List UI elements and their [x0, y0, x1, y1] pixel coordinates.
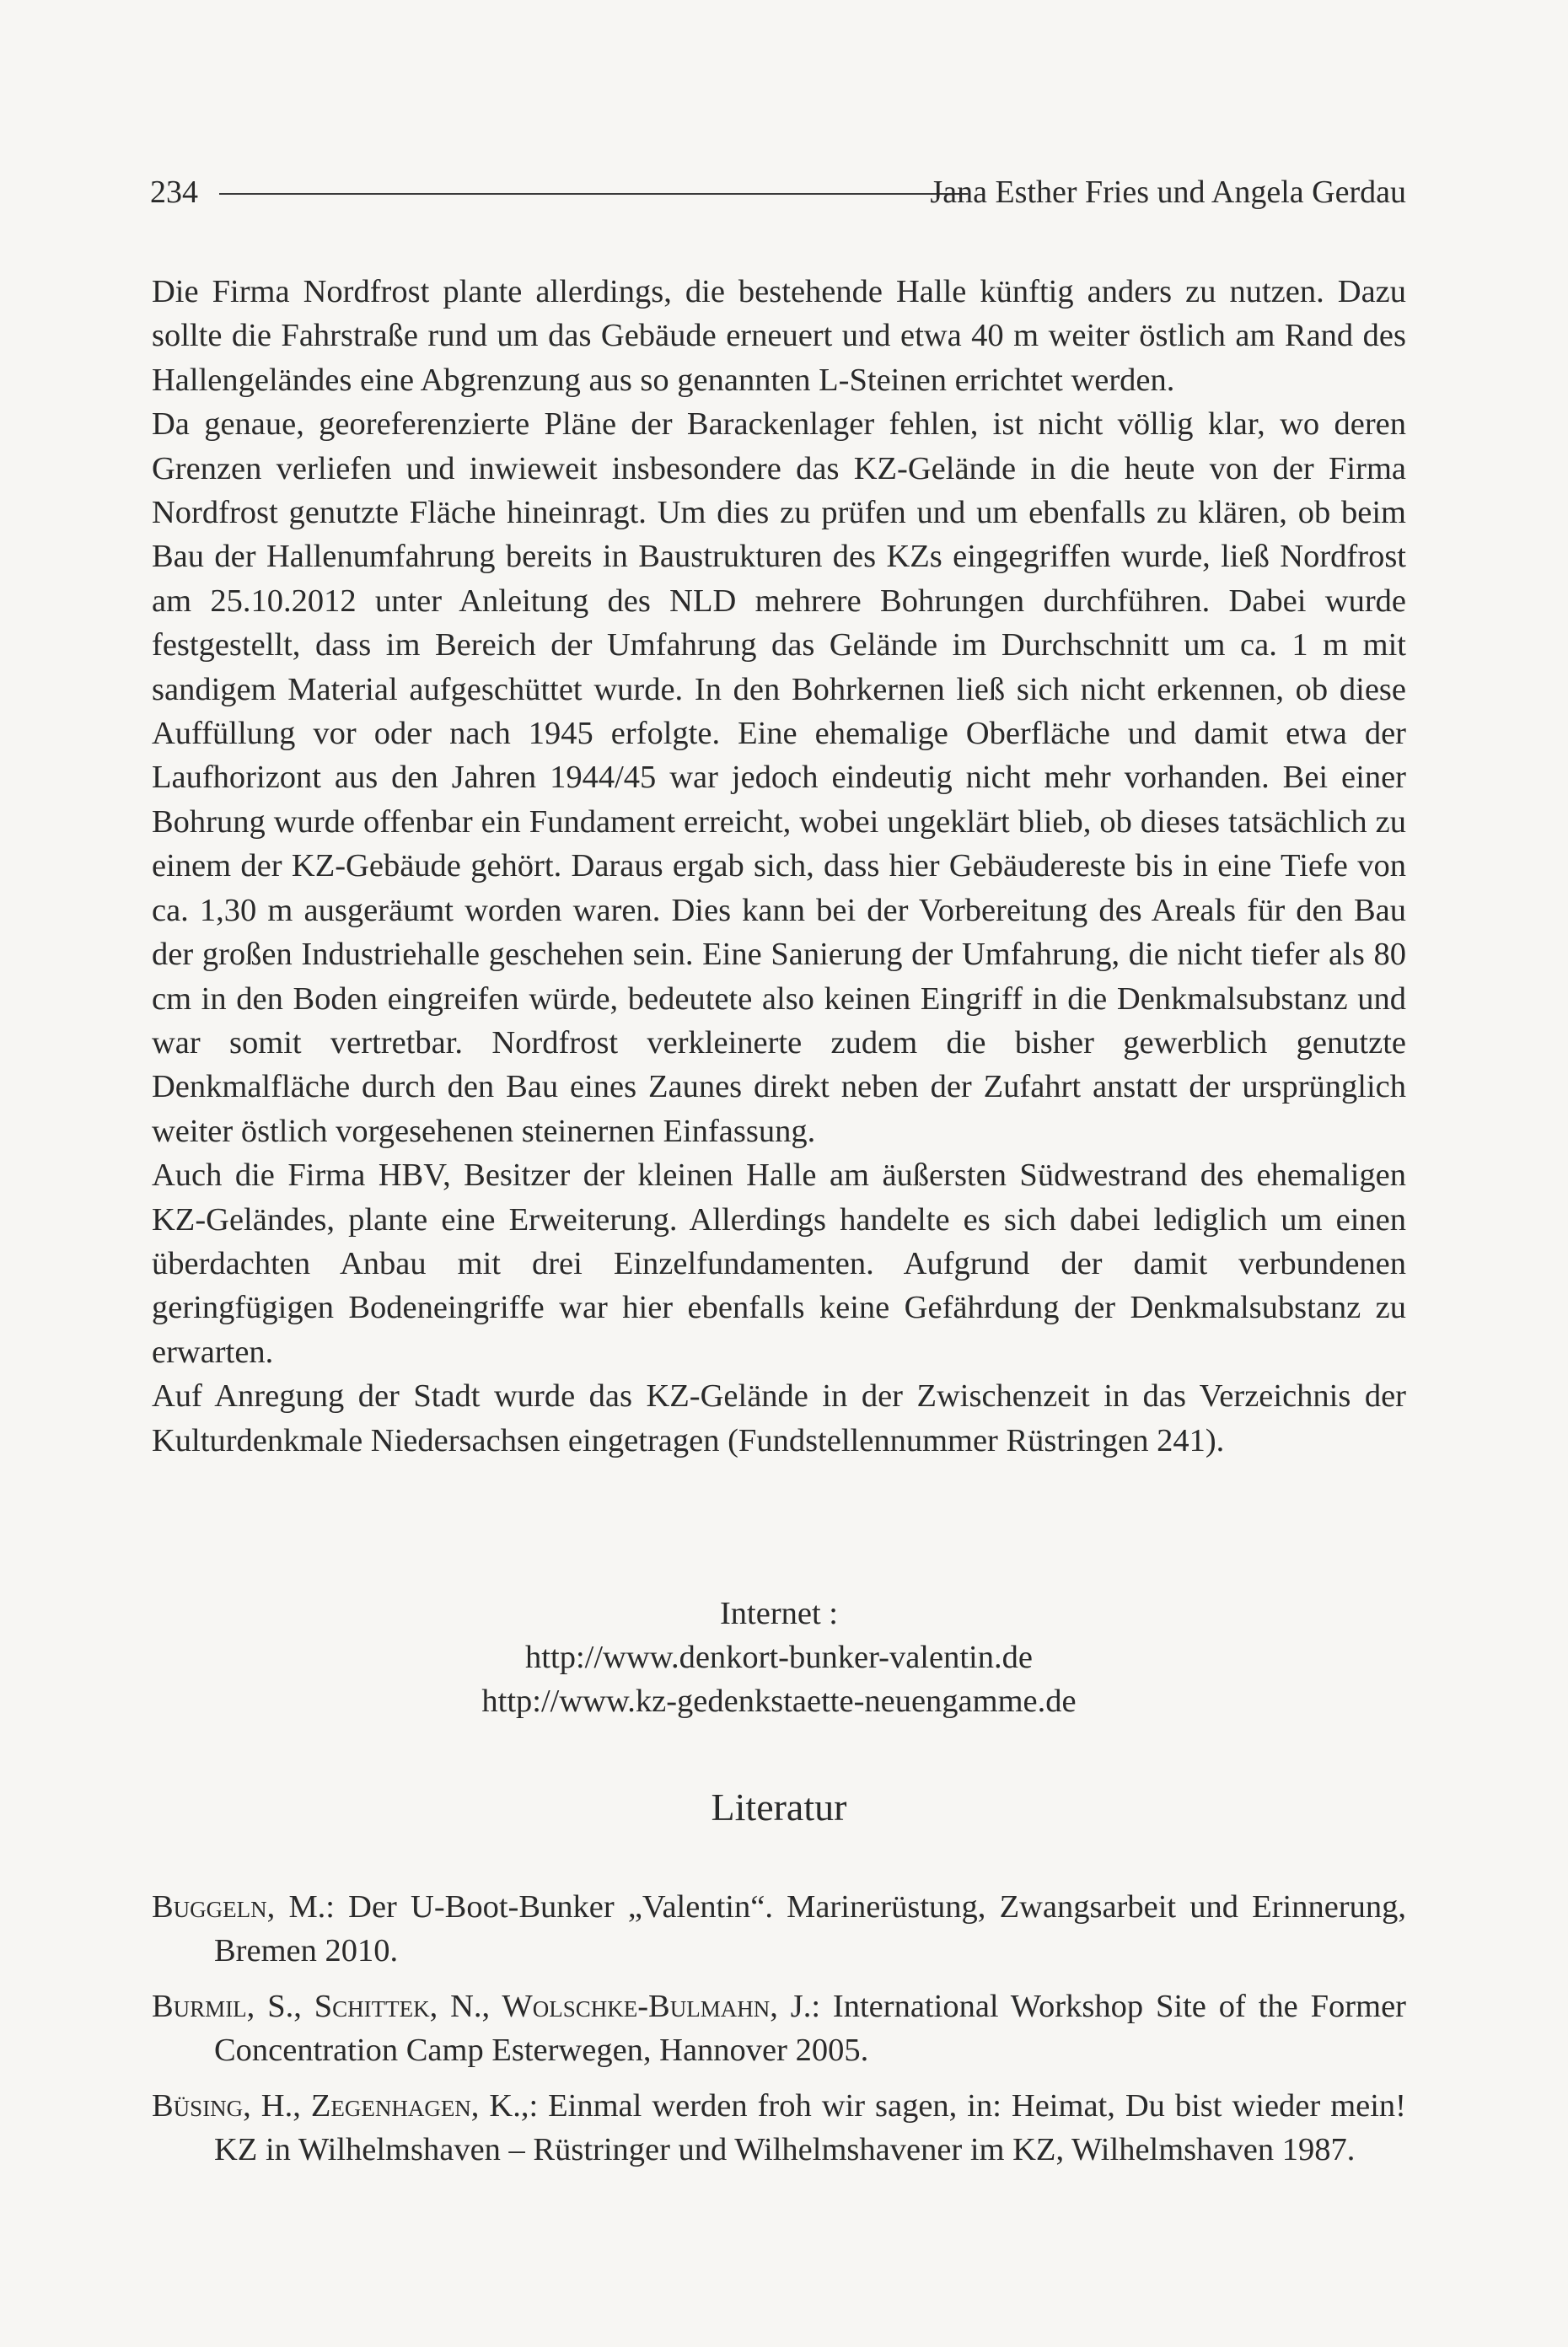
page-number: 234	[150, 175, 198, 210]
reference-authors: Büsing, H., Zegenhagen, K.,:	[152, 2088, 539, 2124]
paragraph: Auf Anregung der Stadt wurde das KZ-Gelände in der Zwischenzeit in das Verzeichnis der Kulturdenkmale Niedersachsen eingetragen (Fundstellennummer Rüstringen 241).	[152, 1378, 1406, 1458]
reference-list	[152, 1885, 1406, 2183]
running-header	[150, 167, 1406, 218]
reference-entry	[152, 2084, 1406, 2172]
internet-label: Internet :	[719, 1596, 839, 1631]
reference-authors: Buggeln, M.:	[152, 1889, 335, 1925]
internet-link[interactable]: http://www.kz-gedenkstaette-neuengamme.de	[481, 1684, 1077, 1719]
reference-entry	[152, 1885, 1406, 1973]
reference-authors: Burmil, S., Schittek, N., Wolschke-Bulmahn, J.:	[152, 1989, 821, 2024]
reference-entry	[152, 1984, 1406, 2072]
paragraph: Auch die Firma HBV, Besitzer der kleinen Halle am äußersten Südwestrand des ehemaligen KZ-Geländes, plante eine Erweiterung. Allerdings handelte es sich dabei lediglich um einen überdachten Anbau mit drei Einzelfundamenten. Aufgrund der damit verbundenen geringfügigen Bodeneingriffe war hier ebenfalls keine Gefährdung der Denkmalsubstanz zu erwarten.	[152, 1157, 1406, 1370]
header-rule	[219, 193, 968, 195]
running-title: Jana Esther Fries und Angela Gerdau	[930, 175, 1406, 210]
body-text	[152, 270, 1406, 1463]
reference-text: Der U-Boot-Bunker „Valentin“. Marinerüstung, Zwangsarbeit und Erinnerung, Bremen 2010.	[214, 1889, 1406, 1968]
internet-link[interactable]: http://www.denkort-bunker-valentin.de	[525, 1640, 1033, 1675]
internet-sources	[152, 1592, 1406, 1723]
reference-text: International Workshop Site of the Former Concentration Camp Esterwegen, Hannover 2005.	[214, 1989, 1406, 2068]
paragraph: Die Firma Nordfrost plante allerdings, die bestehende Halle künftig anders zu nutzen. Dazu sollte die Fahrstraße rund um das Gebäude erneuert und etwa 40 m weiter östlich am Rand des Hallengeländes eine Abgrenzung aus so genannten L-Steinen errichtet werden.	[152, 274, 1406, 398]
reference-text: Einmal werden froh wir sagen, in: Heimat, Du bist wieder mein! KZ in Wilhelmshaven – Rüstringer und Wilhelmshavener im KZ, Wilhelmshaven 1987.	[214, 2088, 1406, 2167]
literature-heading: Literatur	[711, 1786, 847, 1829]
paragraph: Da genaue, georeferenzierte Pläne der Barackenlager fehlen, ist nicht völlig klar, wo deren Grenzen verliefen und inwieweit insbesondere das KZ-Gelände in die heute von der Firma Nordfrost genutzte Fläche hineinragt. Um dies zu prüfen und um ebenfalls zu klären, ob beim Bau der Hallenumfahrung bereits in Baustrukturen des KZs eingegriffen wurde, ließ Nordfrost am 25.10.2012 unter Anleitung des NLD mehrere Bohrungen durchführen. Dabei wurde festgestellt, dass im Bereich der Umfahrung das Gelände im Durchschnitt um ca. 1 m mit sandigem Material aufgeschüttet wurde. In den Bohrkernen ließ sich nicht erkennen, ob diese Auffüllung vor oder nach 1945 erfolgte. Eine ehemalige Oberfläche und damit etwa der Laufhorizont aus den Jahren 1944/45 war jedoch eindeutig nicht mehr vorhanden. Bei einer Bohrung wurde offenbar ein Fundament erreicht, wobei ungeklärt blieb, ob dieses tatsächlich zu einem der KZ-Gebäude gehört. Daraus ergab sich, dass hier Gebäudereste bis in eine Tiefe von ca. 1,30 m ausgeräumt worden waren. Dies kann bei der Vorbereitung des Areals für den Bau der großen Industriehalle geschehen sein. Eine Sanierung der Umfahrung, die nicht tiefer als 80 cm in den Boden eingreifen würde, bedeutete also keinen Eingriff in die Denkmalsubstanz und war somit vertretbar. Nordfrost verkleinerte zudem die bisher gewerblich genutzte Denkmalfläche durch den Bau eines Zaunes direkt neben der Zufahrt anstatt der ursprünglich weiter östlich vorgesehenen steinernen Einfassung.	[152, 406, 1406, 1149]
